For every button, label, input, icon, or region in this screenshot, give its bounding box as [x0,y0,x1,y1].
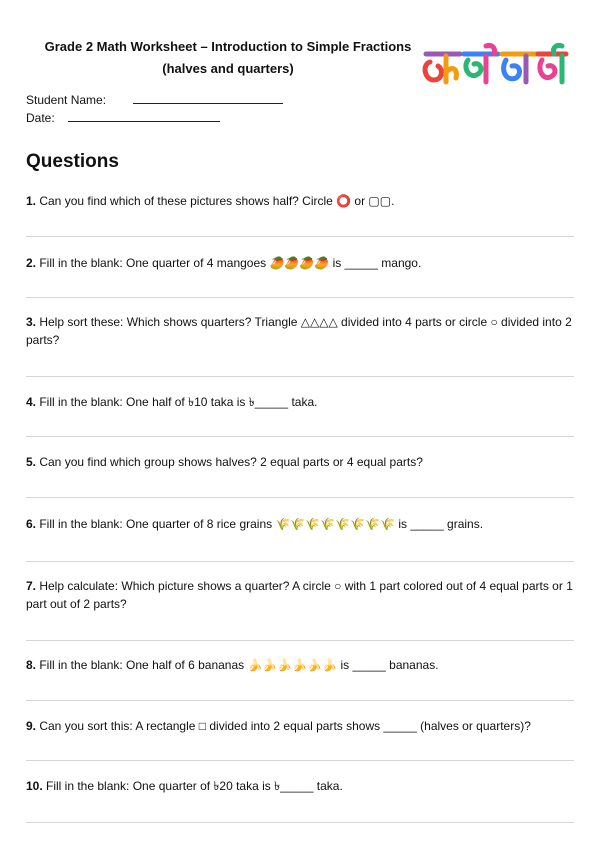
question-number: 3. [26,315,40,329]
question-text: Fill in the blank: One quarter of ৳20 taka is ৳_____ taka. [46,779,343,793]
question-number: 6. [26,517,40,531]
answer-divider [26,700,574,701]
logo-stroke-8 [504,60,520,79]
question-number: 1. [26,194,40,208]
answer-divider [26,297,574,298]
question-number: 2. [26,256,40,270]
question-5 [26,453,574,471]
answer-divider [26,561,574,562]
question-text: Fill in the blank: One quarter of 8 rice grains 🌾🌾🌾🌾🌾🌾🌾🌾 is _____ grains. [39,517,484,531]
question-9 [26,717,574,735]
answer-divider [26,760,574,761]
title-line-2: (halves and quarters) [162,61,294,76]
question-4 [26,393,574,411]
question-8 [26,656,574,674]
question-10 [26,777,574,795]
logo-stroke-3 [446,56,456,82]
title-line-1: Grade 2 Math Worksheet – Introduction to Simple Fractions [44,39,412,54]
question-3 [26,313,574,349]
logo-stroke-2 [425,62,441,80]
student-name-row [26,92,283,108]
logo-stroke-6 [486,45,495,82]
answer-divider [26,376,574,377]
question-number: 4. [26,395,40,409]
question-6 [26,515,574,533]
question-text: Can you find which group shows halves? 2 equal parts or 4 equal parts? [39,455,423,469]
question-number: 8. [26,658,40,672]
anushiloni-logo [420,42,570,92]
question-text: Fill in the blank: One half of ৳10 taka is ৳_____ taka. [39,395,318,409]
answer-divider [26,822,574,823]
question-text: Can you find which of these pictures shows half? Circle ⭕ or ▢▢. [39,194,395,208]
question-text: Fill in the blank: One half of 6 bananas 🍌🍌🍌🍌🍌🍌 is _____ bananas. [39,658,439,672]
question-text: Help sort these: Which shows quarters? Triangle △△△△ divided into 4 parts or circle ○ divided into 2 parts? [26,315,572,347]
question-2 [26,254,574,272]
answer-divider [26,236,574,237]
answer-divider [26,640,574,641]
answer-divider [26,436,574,437]
student-name-blank[interactable] [133,93,283,104]
question-text: Can you sort this: A rectangle □ divided into 2 equal parts shows _____ (halves or quarters)? [39,719,531,733]
question-text: Fill in the blank: One quarter of 4 mangoes 🥭🥭🥭🥭 is _____ mango. [39,256,422,270]
question-1 [26,192,574,210]
question-number: 9. [26,719,40,733]
answer-divider [26,497,574,498]
question-number: 7. [26,579,40,593]
question-text: Help calculate: Which picture shows a quarter? A circle ○ with 1 part colored out of 4 equal parts or 1 part out of 2 parts? [26,579,573,611]
question-number: 10. [26,779,47,793]
question-number: 5. [26,455,40,469]
question-7 [26,577,574,613]
questions-heading: Questions [26,151,119,172]
date-blank[interactable] [68,111,220,122]
date-label: Date: [26,111,55,125]
logo-stroke-11 [540,60,555,78]
date-row [26,110,220,126]
student-name-label: Student Name: [26,93,107,107]
worksheet-title [28,36,428,80]
logo-stroke-5 [466,60,481,76]
